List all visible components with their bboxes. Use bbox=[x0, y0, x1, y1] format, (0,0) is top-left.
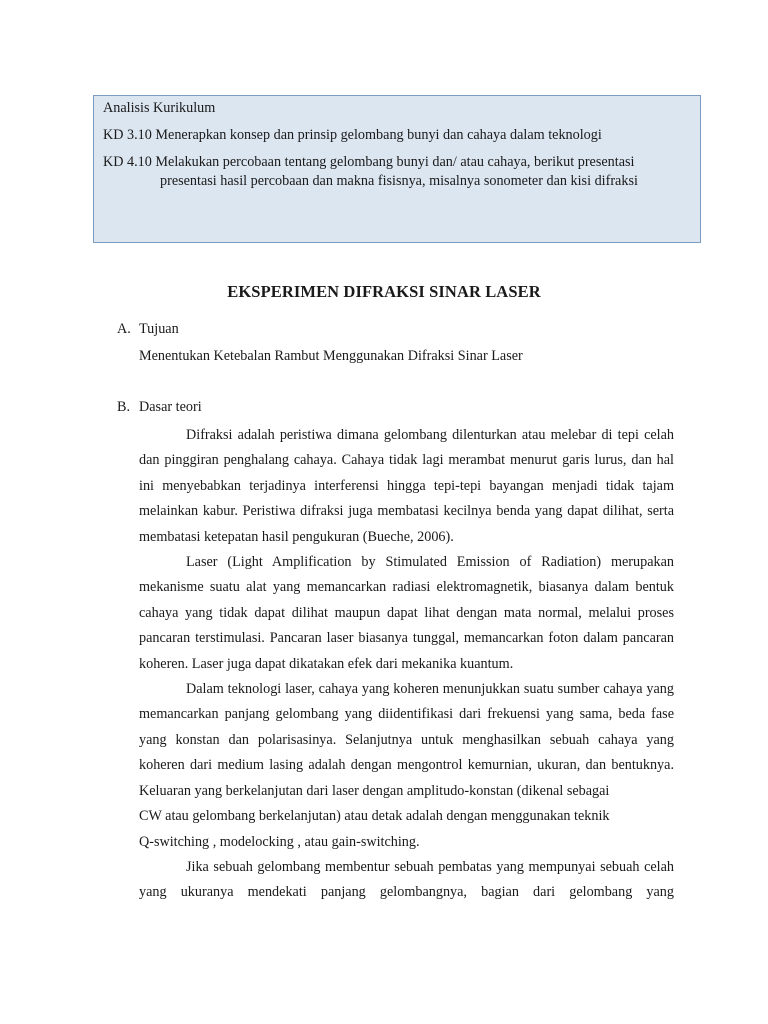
paragraph: Q-switching , modelocking , atau gain-switching. bbox=[139, 833, 420, 850]
section-heading: Tujuan bbox=[139, 321, 179, 337]
kd-3-10: KD 3.10 Menerapkan konsep dan prinsip gelombang bunyi dan cahaya dalam teknologi bbox=[103, 127, 602, 143]
curriculum-box bbox=[93, 95, 701, 243]
section-letter: B. bbox=[117, 399, 131, 415]
theory-text bbox=[139, 423, 674, 906]
paragraph: Difraksi adalah peristiwa dimana gelombang dilenturkan atau melebar di tepi celah dan pinggiran penghalang cahaya. Cahaya tidak lagi merambat menurut garis lurus, dan hal ini menyebabkan terjadinya interferensi hingga tepi-tepi bayangan menjadi tidak tajam melainkan kabur. Peristiwa difraksi juga membatasi kecilnya benda yang dapat dilihat, serta membatasi ketepatan hasil pengukuran (Bueche, 2006). bbox=[139, 427, 674, 545]
section-letter: A. bbox=[117, 321, 131, 337]
paragraph: Dalam teknologi laser, cahaya yang koheren menunjukkan suatu sumber cahaya yang memancarkan panjang gelombang yang diidentifikasi dari frekuensi yang sama, beda fase yang konstan dan polarisasinya. Selanjutnya untuk menghasilkan sebuah cahaya yang koheren dari medium lasing adalah dengan mengontrol kemurnian, ukuran, dan bentuknya. Keluaran yang berkelanjutan dari laser dengan amplitudo-konstan (dikenal sebagai bbox=[139, 681, 674, 799]
section-heading: Dasar teori bbox=[139, 399, 202, 415]
section-dasar-teori bbox=[117, 398, 677, 906]
paragraph: CW atau gelombang berkelanjutan) atau detak adalah dengan menggunakan teknik bbox=[139, 808, 610, 825]
paragraph: Laser (Light Amplification by Stimulated Emission of Radiation) merupakan mekanisme suatu alat yang memancarkan radiasi elektromagnetik, biasanya dalam bentuk cahaya yang tidak dapat dilihat maupun dapat lihat dengan mata normal, melalui proses pancaran terstimulasi. Pancaran laser biasanya tunggal, memancarkan foton dalam pancaran koheren. Laser juga dapat dikatakan efek dari mekanika kuantum. bbox=[139, 554, 674, 672]
section-tujuan bbox=[117, 320, 677, 366]
document-title: EKSPERIMEN DIFRAKSI SINAR LASER bbox=[227, 282, 541, 301]
curriculum-title: Analisis Kurikulum bbox=[103, 100, 216, 116]
section-body: Menentukan Ketebalan Rambut Menggunakan Difraksi Sinar Laser bbox=[139, 348, 523, 364]
kd-4-10: KD 4.10 Melakukan percobaan tentang gelombang bunyi dan/ atau cahaya, berikut presentasi presentasi hasil percobaan dan makna fisisnya, misalnya sonometer dan kisi difraksi bbox=[103, 154, 638, 189]
paragraph: Jika sebuah gelombang membentur sebuah pembatas yang mempunyai sebuah celah yang ukuranya mendekati panjang gelombangnya, bagian dari gelombang yang bbox=[139, 858, 674, 901]
